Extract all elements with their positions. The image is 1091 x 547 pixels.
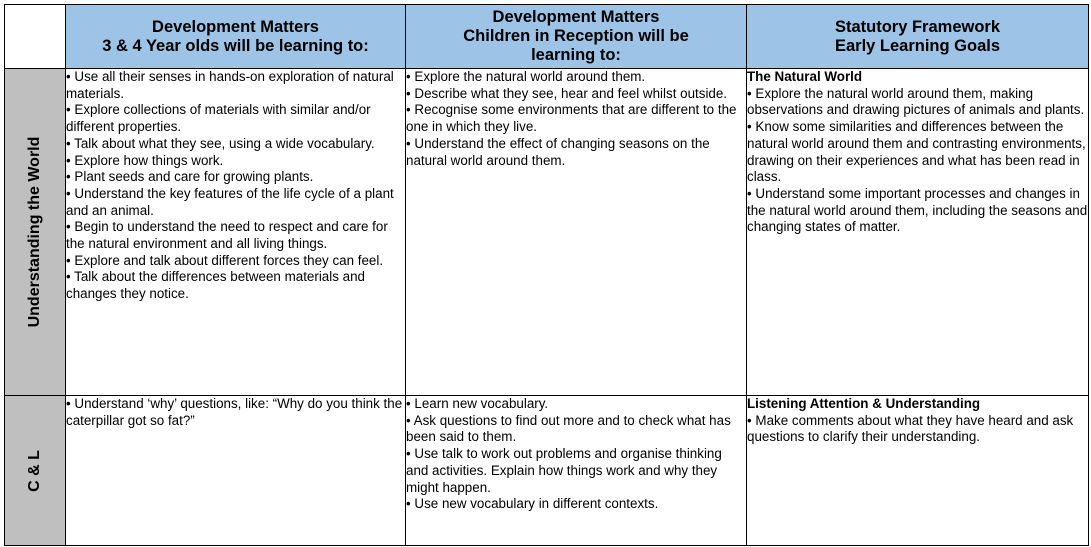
list-item: • Use new vocabulary in different contexts. — [406, 496, 659, 512]
row-label-cell — [5, 396, 66, 546]
list-item: • Understand the effect of changing seasons on the natural world around them. — [406, 135, 710, 168]
list-item: • Use all their senses in hands-on exploration of natural materials. — [66, 69, 394, 101]
list-item: • Ask questions to find out more and to check what has been said to them. — [406, 412, 731, 445]
curriculum-table — [4, 4, 1089, 546]
list-item: • Describe what they see, hear and feel whilst outside. — [406, 85, 728, 101]
row1-col1-cell — [66, 69, 406, 396]
row2-col2-cell — [406, 396, 747, 546]
header-col1-line1: Development Matters — [152, 17, 319, 36]
list-item: • Make comments about what they have heard and ask questions to clarify their understanding. — [747, 412, 1074, 445]
header-col3 — [747, 5, 1089, 69]
section-title: Listening Attention & Understanding — [747, 396, 981, 411]
list-item: • Use talk to work out problems and organise thinking and activities. Explain how things work and why they might happen. — [406, 446, 722, 495]
list-item: • Understand the key features of the life cycle of a plant and an animal. — [66, 185, 394, 218]
list-item: • Recognise some environments that are different to the one in which they live. — [406, 102, 737, 135]
header-row — [5, 5, 1089, 69]
list-item: • Begin to understand the need to respect and care for the natural environment and all living things. — [66, 219, 388, 252]
list-item: • Explore and talk about different forces they can feel. — [66, 252, 384, 268]
table-row — [5, 396, 1089, 546]
row-label: C & L — [26, 449, 43, 492]
list-item: • Talk about the differences between materials and changes they notice. — [66, 269, 365, 302]
list-item: • Learn new vocabulary. — [406, 396, 549, 411]
row2-col3-cell — [747, 396, 1089, 546]
header-col2-line1: Development Matters — [492, 8, 660, 26]
list-item: • Understand ‘why’ questions, like: “Why do you think the caterpillar got so fat?” — [66, 396, 403, 428]
list-item: • Explore collections of materials with similar and/or different properties. — [66, 102, 371, 135]
header-col2 — [406, 5, 747, 69]
list-item: • Explore the natural world around them, making observations and drawing pictures of animals and plants. — [747, 85, 1085, 118]
header-col1-line2: 3 & 4 Year olds will be learning to: — [102, 36, 369, 55]
row-label-cell — [5, 69, 66, 396]
row1-col2-cell — [406, 69, 747, 396]
table-row — [5, 69, 1089, 396]
section-title: The Natural World — [747, 69, 863, 84]
row-label: Understanding the World — [26, 136, 43, 328]
row1-col3-cell — [747, 69, 1089, 396]
header-col2-line3: learning to: — [531, 46, 621, 64]
list-item: • Plant seeds and care for growing plants. — [66, 169, 314, 185]
header-col3-line1: Statutory Framework — [834, 17, 1001, 36]
list-item: • Talk about what they see, using a wide vocabulary. — [66, 135, 375, 151]
list-item: • Know some similarities and differences between the natural world around them and contrasting environments, drawing on their experiences and what has been read in class. — [747, 119, 1086, 185]
corner-cell — [5, 5, 66, 69]
header-col1 — [66, 5, 406, 69]
list-item: • Explore the natural world around them. — [406, 69, 646, 84]
header-col2-line2: Children in Reception will be — [463, 27, 689, 45]
list-item: • Explore how things work. — [66, 152, 224, 168]
header-col3-line2: Early Learning Goals — [834, 36, 1001, 55]
row2-col1-cell — [66, 396, 406, 546]
list-item: • Understand some important processes and changes in the natural world around them, including the seasons and changing states of matter. — [747, 185, 1088, 235]
